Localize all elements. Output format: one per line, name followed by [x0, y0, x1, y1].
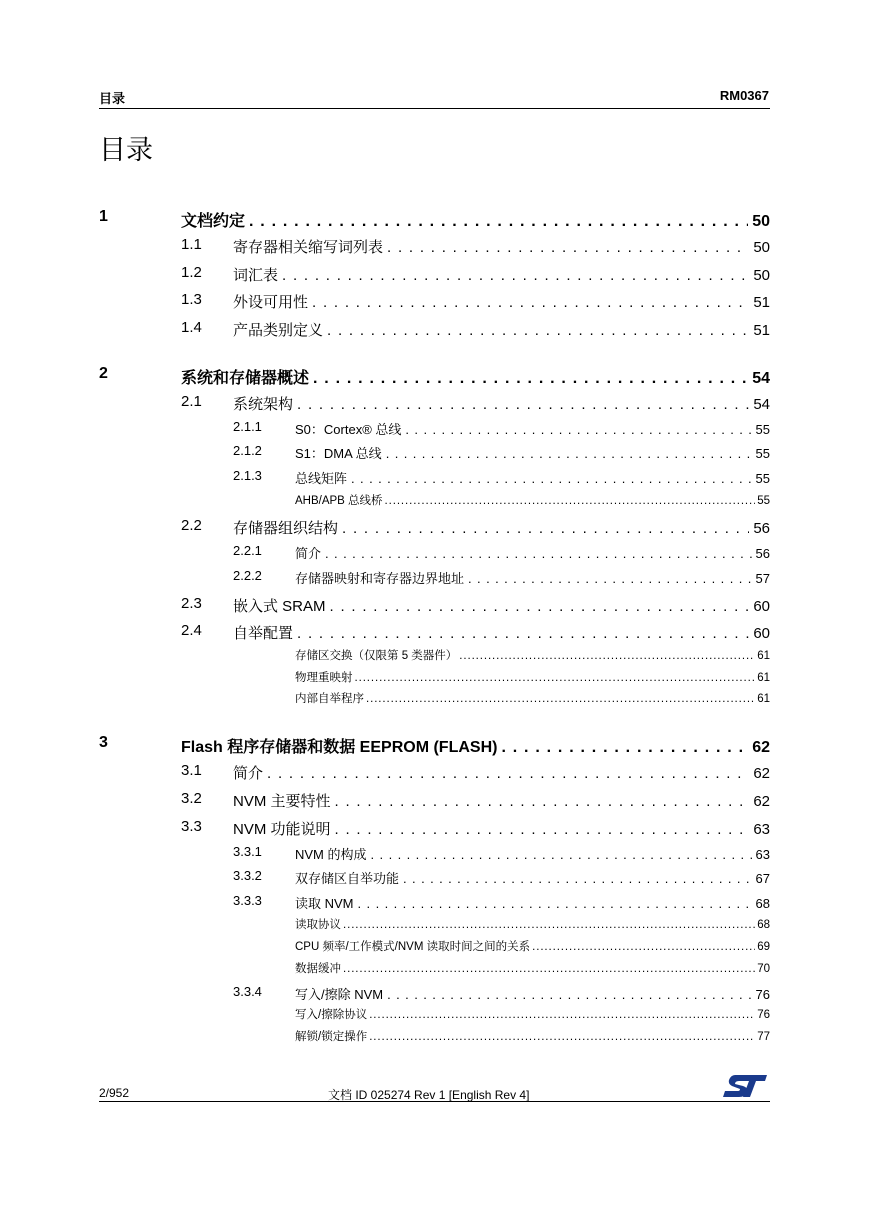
toc-dot-leader	[313, 370, 748, 388]
toc-entry-page: 68	[755, 896, 770, 911]
toc-entry-line	[295, 984, 770, 1003]
toc-entry-number: 3	[99, 734, 108, 751]
toc-entry-line	[233, 762, 770, 783]
toc-entry-page: 60	[753, 598, 770, 615]
toc-entry[interactable]	[0, 443, 869, 459]
toc-dot-leader	[358, 896, 752, 911]
toc-dot-leader	[249, 213, 748, 231]
toc-entry[interactable]	[0, 734, 869, 754]
toc-entry-line	[295, 893, 770, 912]
toc-entry-page: 62	[753, 765, 770, 782]
toc-dot-leader	[366, 693, 755, 705]
toc-entry-page: 54	[753, 396, 770, 413]
toc-entry-line	[295, 543, 770, 562]
st-logo	[721, 1072, 769, 1100]
toc-entry-page: 62	[752, 739, 770, 756]
toc-entry-line	[295, 419, 770, 438]
toc-entry[interactable]	[0, 468, 869, 484]
toc-entry-page: 70	[757, 963, 770, 975]
toc-dot-leader	[312, 294, 749, 311]
toc-entry-number: 1.2	[181, 264, 202, 281]
toc-entry[interactable]	[0, 291, 869, 309]
toc-entry-page: 55	[757, 495, 770, 507]
toc-dot-leader	[330, 598, 750, 615]
toc-entry-number: 3.3.2	[233, 868, 262, 883]
toc-dot-leader	[405, 422, 751, 437]
toc-entry-page: 77	[757, 1031, 770, 1043]
toc-entry-title: 产品类别定义	[233, 322, 324, 339]
toc-entry[interactable]	[0, 960, 869, 974]
toc-entry[interactable]	[0, 893, 869, 909]
toc-entry-title: NVM 的构成	[295, 847, 367, 862]
toc-dot-leader	[386, 446, 752, 461]
toc-entry-number: 2.4	[181, 622, 202, 639]
toc-entry-title: AHB/APB 总线桥	[295, 495, 383, 507]
toc-entry-line	[295, 669, 770, 685]
toc-dot-leader	[403, 871, 752, 886]
toc-entry-title: CPU 频率/工作模式/NVM 读取时间之间的关系	[295, 941, 531, 953]
toc-entry-title: 系统架构	[233, 396, 294, 413]
toc-entry-number: 1.1	[181, 236, 202, 253]
toc-entry-page: 61	[757, 672, 770, 684]
toc-entry[interactable]	[0, 595, 869, 613]
toc-entry-number: 3.1	[181, 762, 202, 779]
toc-entry[interactable]	[0, 669, 869, 683]
toc-dot-leader	[371, 847, 752, 862]
toc-entry-number: 2	[99, 365, 108, 382]
toc-entry-number: 2.1.1	[233, 419, 262, 434]
toc-entry-line	[295, 868, 770, 887]
toc-entry-page: 68	[757, 919, 770, 931]
toc-entry-page: 76	[755, 987, 770, 1002]
toc-entry-line	[295, 468, 770, 487]
toc-dot-leader	[297, 625, 749, 642]
toc-entry[interactable]	[0, 492, 869, 506]
toc-dot-leader	[335, 821, 750, 838]
toc-entry-title: 总线矩阵	[295, 471, 348, 486]
toc-entry-title: 解锁/锁定操作	[295, 1031, 368, 1043]
toc-entry-title: 文档约定	[181, 213, 246, 230]
toc-entry-title: S1：DMA 总线	[295, 446, 382, 461]
toc-entry-page: 50	[752, 213, 770, 230]
toc-entry-title: 自举配置	[233, 625, 294, 642]
toc-dot-leader	[369, 1031, 755, 1043]
toc-entry-title: 简介	[233, 765, 264, 782]
toc-entry-number: 2.2	[181, 517, 202, 534]
toc-dot-leader	[387, 239, 749, 256]
toc-entry-title: 双存储区自举功能	[295, 871, 400, 886]
toc-entry-line	[181, 208, 770, 231]
toc-entry-number: 2.2.2	[233, 568, 262, 583]
toc-entry-number: 2.1.2	[233, 443, 262, 458]
toc-entry-line	[233, 622, 770, 643]
toc-entry-title: 写入/擦除 NVM	[295, 987, 384, 1002]
toc-entry[interactable]	[0, 622, 869, 640]
toc-dot-leader	[342, 520, 749, 537]
toc-dot-leader	[387, 987, 751, 1002]
toc-entry-line	[233, 264, 770, 285]
footer-doc-id: 文档 ID 025274 Rev 1 [English Rev 4]	[328, 1088, 530, 1102]
toc-entry-line	[233, 790, 770, 811]
toc-entry[interactable]	[0, 762, 869, 780]
toc-entry-page: 63	[755, 847, 770, 862]
toc-entry-title: 系统和存储器概述	[181, 370, 310, 387]
toc-entry[interactable]	[0, 365, 869, 385]
page-title: 目录	[99, 135, 153, 166]
toc-entry-number: 3.2	[181, 790, 202, 807]
toc-entry-line	[233, 818, 770, 839]
toc-dot-leader	[343, 963, 755, 975]
toc-entry[interactable]	[0, 938, 869, 952]
toc-dot-leader	[532, 941, 755, 953]
toc-entry-line	[233, 517, 770, 538]
toc-entry-line	[295, 844, 770, 863]
toc-entry-title: 简介	[295, 546, 322, 561]
toc-entry[interactable]	[0, 517, 869, 535]
toc-entry-title: 嵌入式 SRAM	[233, 598, 326, 615]
toc-entry-line	[233, 236, 770, 257]
toc-dot-leader	[468, 571, 752, 586]
toc-entry-page: 61	[757, 693, 770, 705]
toc-entry[interactable]	[0, 690, 869, 704]
toc-entry-page: 55	[755, 471, 770, 486]
toc-entry-number: 2.1.3	[233, 468, 262, 483]
toc-entry[interactable]	[0, 264, 869, 282]
toc-dot-leader	[267, 765, 749, 782]
toc-entry[interactable]	[0, 916, 869, 930]
toc-entry[interactable]	[0, 543, 869, 559]
toc-entry-line	[181, 365, 770, 388]
toc-entry-title: Flash 程序存储器和数据 EEPROM (FLASH)	[181, 739, 498, 756]
toc-entry-number: 3.3	[181, 818, 202, 835]
toc-entry-number: 1.3	[181, 291, 202, 308]
toc-entry-line	[295, 690, 770, 706]
toc-entry-title: NVM 功能说明	[233, 821, 331, 838]
toc-entry-number: 2.2.1	[233, 543, 262, 558]
toc-entry-line	[181, 734, 770, 757]
toc-entry[interactable]	[0, 818, 869, 836]
toc-entry-title: 存储区交换（仅限第 5 类器件）	[295, 650, 458, 662]
toc-entry-number: 1	[99, 208, 108, 225]
toc-dot-leader	[355, 672, 756, 684]
toc-entry-line	[295, 916, 770, 932]
toc-entry-page: 60	[753, 625, 770, 642]
toc-dot-leader	[327, 322, 749, 339]
toc-entry-line	[233, 393, 770, 414]
toc-entry-line	[295, 443, 770, 462]
toc-entry-page: 61	[757, 650, 770, 662]
toc-entry-title: 读取 NVM	[295, 896, 354, 911]
toc-entry-number: 1.4	[181, 319, 202, 336]
toc-entry-page: 50	[753, 267, 770, 284]
toc-dot-leader	[351, 471, 752, 486]
toc-entry-title: 写入/擦除协议	[295, 1009, 368, 1021]
toc-entry-title: 内部自举程序	[295, 693, 364, 705]
toc-entry-line	[295, 1028, 770, 1044]
toc-entry-page: 51	[753, 294, 770, 311]
toc-dot-leader	[335, 793, 750, 810]
toc-entry-number: 3.3.4	[233, 984, 262, 999]
toc-entry[interactable]	[0, 1006, 869, 1020]
header-doc-code: RM0367	[719, 88, 769, 103]
toc-entry-line	[295, 938, 770, 954]
footer-page-number: 2/952	[99, 1086, 130, 1100]
toc-entry-line	[295, 492, 770, 508]
toc-dot-leader	[459, 650, 755, 662]
toc-entry[interactable]	[0, 984, 869, 1000]
toc-entry-title: 物理重映射	[295, 672, 353, 684]
toc-dot-leader	[343, 919, 755, 931]
toc-entry-page: 56	[753, 520, 770, 537]
toc-dot-leader	[297, 396, 749, 413]
toc-entry-page: 67	[755, 871, 770, 886]
toc-dot-leader	[385, 495, 756, 507]
toc-entry-page: 51	[753, 322, 770, 339]
toc-entry[interactable]	[0, 1028, 869, 1042]
toc-entry-number: 3.3.3	[233, 893, 262, 908]
toc-entry-line	[295, 568, 770, 587]
toc-entry-title: 存储器映射和寄存器边界地址	[295, 571, 465, 586]
toc-entry[interactable]	[0, 419, 869, 435]
toc-entry-page: 54	[752, 370, 770, 387]
toc-entry-title: 词汇表	[233, 267, 279, 284]
toc-entry[interactable]	[0, 319, 869, 337]
toc-entry[interactable]	[0, 393, 869, 411]
header-rule	[99, 108, 770, 109]
toc-entry-page: 63	[753, 821, 770, 838]
toc-entry-page: 69	[757, 941, 770, 953]
toc-entry[interactable]	[0, 236, 869, 254]
toc-entry-line	[233, 319, 770, 340]
toc-entry-title: NVM 主要特性	[233, 793, 331, 810]
toc-entry-page: 56	[755, 546, 770, 561]
toc-entry[interactable]	[0, 647, 869, 661]
toc-entry-line	[233, 595, 770, 616]
toc-entry-line	[295, 1006, 770, 1022]
toc-entry-line	[295, 960, 770, 976]
toc-entry-title: 外设可用性	[233, 294, 309, 311]
toc-entry[interactable]	[0, 844, 869, 860]
toc-dot-leader	[501, 739, 748, 757]
toc-entry[interactable]	[0, 568, 869, 584]
toc-entry[interactable]	[0, 208, 869, 228]
header-section-title: 目录	[99, 91, 126, 106]
toc-entry-page: 55	[755, 446, 770, 461]
toc-dot-leader	[282, 267, 749, 284]
toc-dot-leader	[369, 1009, 755, 1021]
toc-entry-number: 2.1	[181, 393, 202, 410]
toc-entry-page: 55	[755, 422, 770, 437]
toc-entry-number: 3.3.1	[233, 844, 262, 859]
toc-entry-line	[295, 647, 770, 663]
toc-entry-page: 57	[755, 571, 770, 586]
toc-entry[interactable]	[0, 868, 869, 884]
toc-entry[interactable]	[0, 790, 869, 808]
toc-entry-title: 读取协议	[295, 919, 341, 931]
toc-entry-title: 数据缓冲	[295, 963, 341, 975]
toc-entry-number: 2.3	[181, 595, 202, 612]
toc-entry-page: 50	[753, 239, 770, 256]
toc-entry-page: 76	[757, 1009, 770, 1021]
toc-entry-title: S0：Cortex® 总线	[295, 422, 402, 437]
toc-entry-title: 存储器组织结构	[233, 520, 339, 537]
toc-entry-page: 62	[753, 793, 770, 810]
toc-entry-line	[233, 291, 770, 312]
toc-dot-leader	[325, 546, 752, 561]
toc-entry-title: 寄存器相关缩写词列表	[233, 239, 384, 256]
